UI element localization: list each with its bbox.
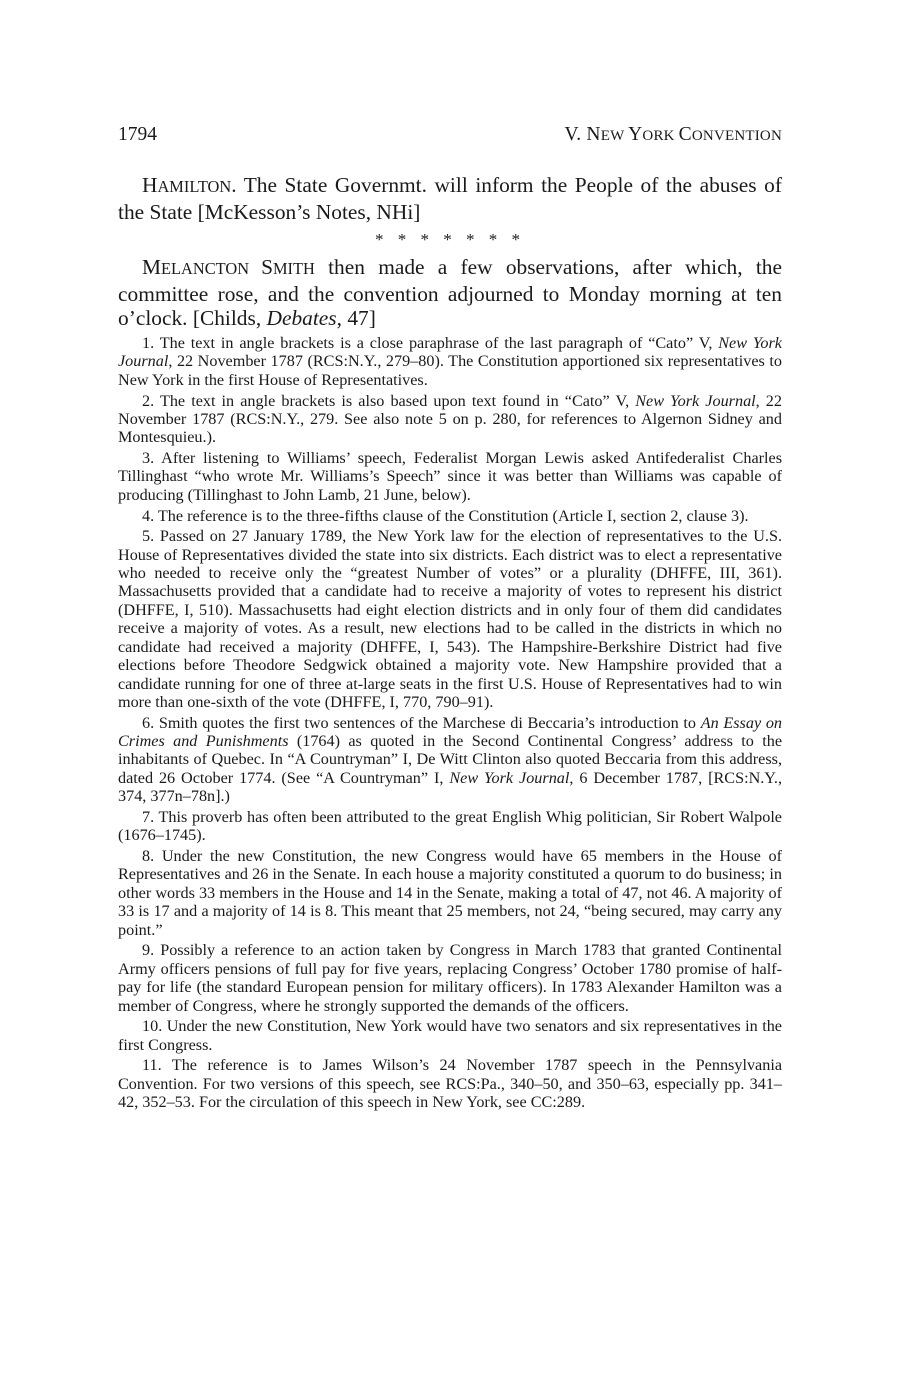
footnote-3: 3. After listening to Williams’ speech, Federalist Morgan Lewis asked Antifederalist Charles Tillinghast “who wrote Mr. Williams’s Speech” since it was better than Williams was capable of producing (Tillinghast to John Lamb, 21 June, below). (118, 449, 782, 504)
hamilton-paragraph: HAMILTON. The State Governmt. will inform the People of the abuses of the State [McKesson’s Notes, NHi] (118, 173, 782, 224)
footnote-5: 5. Passed on 27 January 1789, the New York law for the election of representatives to the U.S. House of Representatives divided the state into six districts. Each district was to elect a representative who needed to receive only the “greatest Number of votes” or a plurality (DHFFE, III, 361). Massachusetts provided that a candidate had to receive a majority of votes to represent his district (DHFFE, I, 510). Massachusetts had eight election districts and in only four of them did candidates receive a majority of votes. As a result, new elections had to be called in the districts in which no candidate had received a majority (DHFFE, I, 543). The Hampshire-Berkshire District had five elections before Theodore Sedgwick obtained a majority vote. New Hampshire provided that a candidate running for one of three at-large seats in the first U.S. House of Representatives had to win more than one-sixth of the vote (DHFFE, I, 770, 790–91). (118, 527, 782, 711)
footnote-7: 7. This proverb has often been attributed to the great English Whig politician, Sir Robert Walpole (1676–1745). (118, 807, 782, 845)
footnote-9: 9. Possibly a reference to an action taken by Congress in March 1783 that granted Continental Army officers pensions of full pay for five years, replacing Congress’ October 1780 promise of half-pay for life (the standard European pension for military officers). In 1783 Alexander Hamilton was a member of Congress, where he strongly supported the demands of the officers. (118, 941, 782, 1015)
footnote-8: 8. Under the new Constitution, the new Congress would have 65 members in the House of Representatives and 26 in the Senate. In each house a majority constituted a quorum to do business; in other words 33 members in the House and 14 in the Senate, making a total of 47, not 46. A majority of 33 is 17 and a majority of 14 is 8. This meant that 25 members, not 24, “being secured, may carry any point.” (118, 847, 782, 939)
running-header (118, 124, 782, 150)
smith-paragraph: MELANCTON SMITH then made a few observations, after which, the committee rose, and the convention adjourned to Monday morning at ten o’clock. [Childs, Debates, 47] (118, 255, 782, 330)
footnote-1: 1. The text in angle brackets is a close paraphrase of the last paragraph of “Cato” V, New York Journal, 22 November 1787 (RCS:N.Y., 279–80). The Constitution apportioned six representatives to New York in the first House of Representatives. (118, 334, 782, 389)
footnotes (118, 334, 782, 1114)
footnote-2: 2. The text in angle brackets is also based upon text found in “Cato” V, New York Journal, 22 November 1787 (RCS:N.Y., 279. See also note 5 on p. 280, for references to Algernon Sidney and Montesquieu.). (118, 391, 782, 447)
footnote-10: 10. Under the new Constitution, New York would have two senators and six representatives in the first Congress. (118, 1017, 782, 1054)
section-separator: * * * * * * * (375, 230, 525, 249)
speaker-name: HAMILTON (142, 173, 232, 197)
page-number: 1794 (118, 124, 157, 145)
running-head-title: V. NEW YORK CONVENTION (564, 124, 782, 145)
footnote-11: 11. The reference is to James Wilson’s 24 November 1787 speech in the Pennsylvania Convention. For two versions of this speech, see RCS:Pa., 340–50, and 350–63, especially pp. 341–42, 352–53. For the circulation of this speech in New York, see CC:289. (118, 1056, 782, 1112)
footnote-6: 6. Smith quotes the first two sentences of the Marchese di Beccaria’s introduction to An Essay on Crimes and Punishments (1764) as quoted in the Second Continental Congress’ address to the inhabitants of Quebec. In “A Countryman” I, De Witt Clinton also quoted Beccaria from this address, dated 26 October 1774. (See “A Countryman” I, New York Journal, 6 December 1787, [RCS:N.Y., 374, 377n–78n].) (118, 713, 783, 806)
footnote-4: 4. The reference is to the three-fifths clause of the Constitution (Article I, section 2, clause 3). (142, 506, 749, 525)
speaker-name: MELANCTON SMITH (142, 255, 315, 279)
